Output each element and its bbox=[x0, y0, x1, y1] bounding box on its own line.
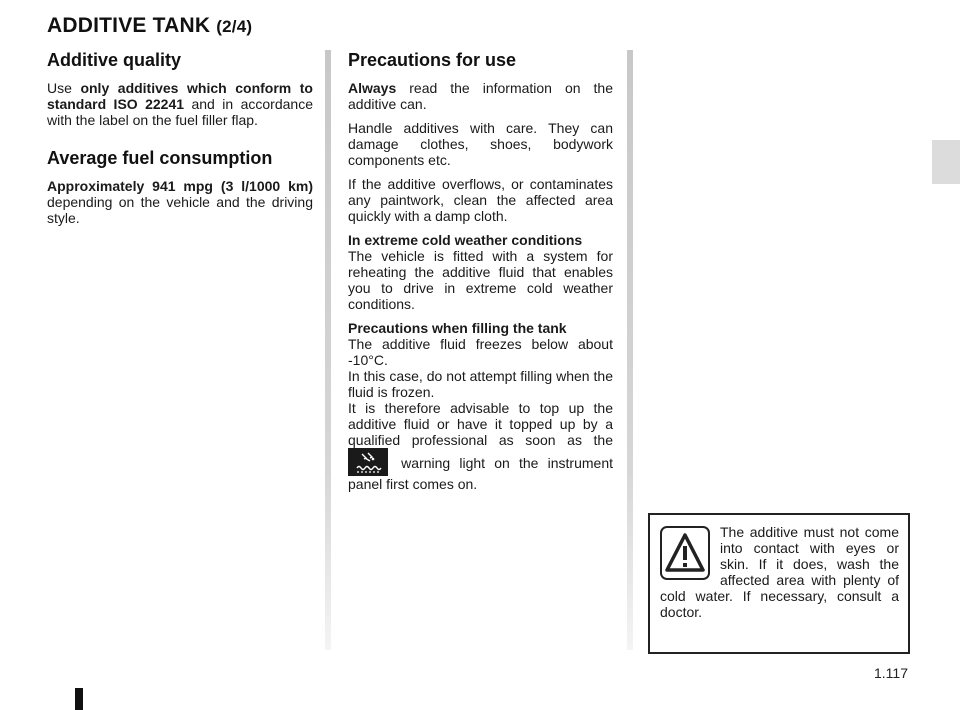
precautions-paragraph-2: Handle additives with care. They can damage clothes, shoes, bodywork components etc. bbox=[348, 120, 613, 168]
fuel-consumption-text bbox=[47, 178, 313, 226]
additive-quality-heading: Additive quality bbox=[47, 50, 182, 70]
filling-line-1: The additive fluid freezes below about -10°C. bbox=[348, 336, 613, 368]
column-divider-right bbox=[627, 50, 633, 650]
filling-line-4: warning light on the instrument panel first comes on. bbox=[348, 455, 613, 492]
additive-quality-text bbox=[47, 80, 313, 128]
page-title-text: ADDITIVE TANK bbox=[47, 14, 211, 37]
warning-box bbox=[648, 513, 910, 654]
cold-weather-section bbox=[348, 232, 613, 312]
page-number: 1.117 bbox=[874, 665, 908, 681]
filling-title: Precautions when filling the tank bbox=[348, 320, 567, 336]
additive-warning-light-icon bbox=[348, 448, 388, 476]
filling-line-3: It is therefore advisable to top up the additive fluid or have it topped up by a qualified professional as soon as the bbox=[348, 400, 613, 448]
page-title-suffix: (2/4) bbox=[216, 17, 253, 36]
precautions-paragraph-3: If the additive overflows, or contaminates any paintwork, clean the affected area quickly with a damp cloth. bbox=[348, 176, 613, 224]
quality-standard-bold: only additives which conform to standard ISO 22241 bbox=[47, 80, 313, 112]
filling-line-2: In this case, do not attempt filling when the fluid is frozen. bbox=[348, 368, 613, 400]
warning-triangle-icon bbox=[660, 526, 710, 580]
page-corner-mark bbox=[75, 688, 83, 710]
cold-weather-title: In extreme cold weather conditions bbox=[348, 232, 583, 248]
column-divider-left bbox=[325, 50, 331, 650]
consumption-text-rest: depending on the vehicle and the driving style. bbox=[47, 194, 313, 226]
left-column bbox=[47, 50, 313, 234]
precautions-paragraph-1 bbox=[348, 80, 613, 112]
p1-rest: read the information on the additive can. bbox=[348, 80, 613, 112]
quality-text-start: Use bbox=[47, 80, 81, 96]
warning-box-text: The additive must not come into contact with eyes or skin. If it does, wash the affected area with plenty of cold water. If necessary, consult a doctor. bbox=[660, 524, 899, 620]
section-side-tab bbox=[932, 140, 960, 184]
middle-column bbox=[348, 50, 613, 500]
consumption-value-bold: Approximately 941 mpg (3 l/1000 km) bbox=[47, 178, 313, 194]
cold-weather-text: The vehicle is fitted with a system for reheating the additive fluid that enables you to drive in extreme cold weather conditions. bbox=[348, 248, 613, 312]
quality-text-end: and in accordance with the label on the fuel filler flap. bbox=[47, 96, 313, 128]
always-bold: Always bbox=[348, 80, 397, 96]
fuel-consumption-heading: Average fuel consumption bbox=[47, 148, 273, 168]
filling-section bbox=[348, 320, 613, 492]
page-title bbox=[47, 14, 252, 38]
precautions-heading: Precautions for use bbox=[348, 50, 517, 70]
